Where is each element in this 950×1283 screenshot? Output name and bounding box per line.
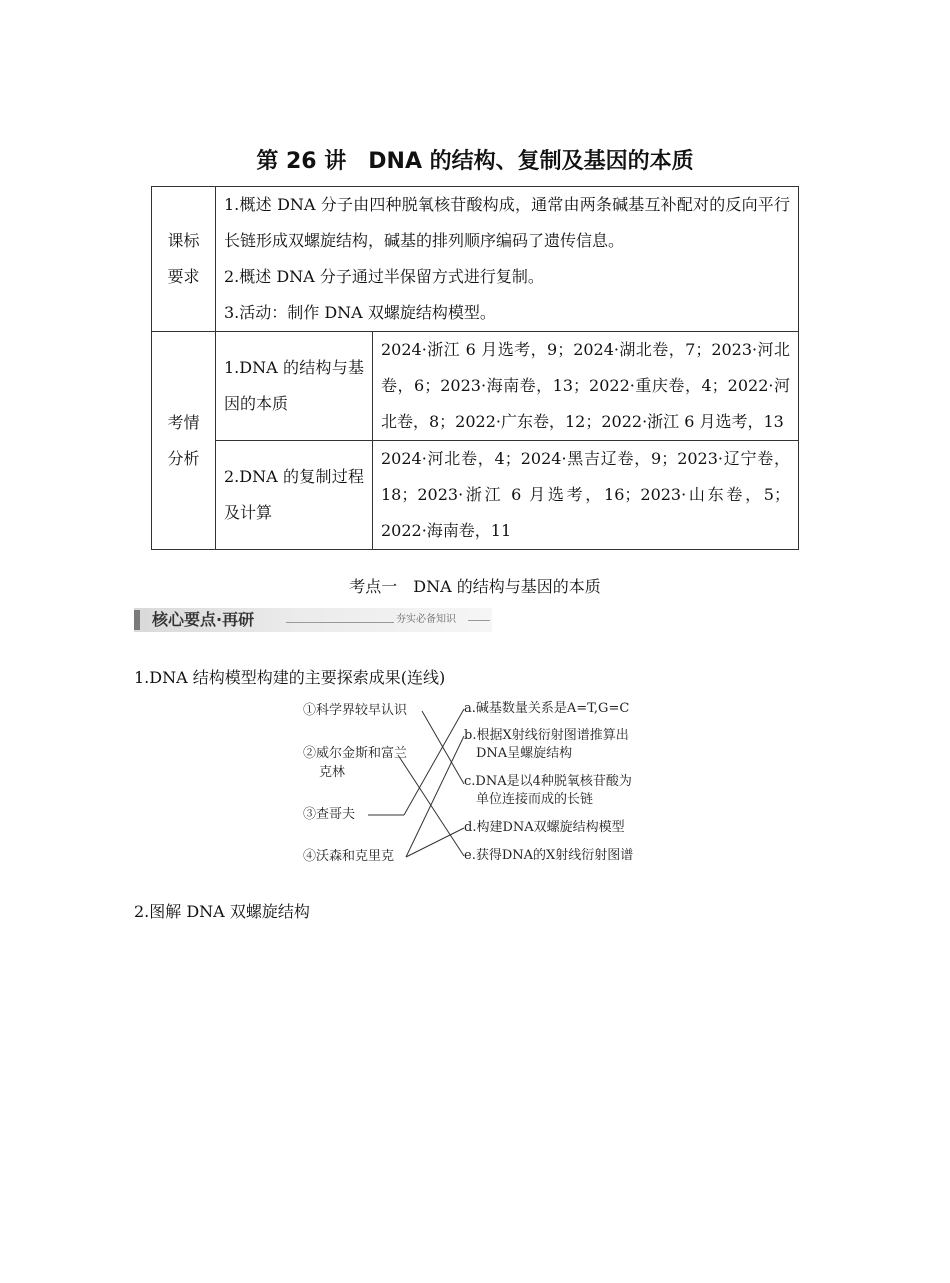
banner-divider bbox=[286, 622, 394, 623]
banner-sublabel: 夯实必备知识 bbox=[396, 614, 456, 625]
right-item-e: e.获得DNA的X射线衍射图谱 bbox=[464, 848, 634, 863]
curriculum-row bbox=[152, 187, 799, 332]
analysis-topic-1: 1.DNA 的结构与基因的本质 bbox=[216, 332, 373, 441]
banner-label: 核心要点·再研 bbox=[152, 610, 255, 629]
question-2: 2.图解 DNA 双螺旋结构 bbox=[134, 902, 310, 921]
matching-lines bbox=[300, 700, 660, 870]
right-item-b-cont: DNA呈螺旋结构 bbox=[476, 746, 573, 761]
right-item-a: a.碱基数量关系是A=T,G=C bbox=[464, 701, 630, 716]
analysis-header bbox=[152, 332, 216, 550]
curriculum-item-3: 3.活动：制作 DNA 双螺旋结构模型。 bbox=[224, 303, 496, 322]
page-title: 第 26 讲 DNA 的结构、复制及基因的本质 bbox=[256, 149, 694, 174]
left-item-1: ①科学界较早认识 bbox=[303, 703, 408, 718]
question-1: 1.DNA 结构模型构建的主要探索成果(连线) bbox=[134, 668, 446, 687]
section-title: 考点一 DNA 的结构与基因的本质 bbox=[349, 577, 601, 596]
matching-diagram bbox=[300, 700, 660, 870]
banner-bar bbox=[134, 610, 140, 630]
analysis-header-line-2: 分析 bbox=[167, 448, 200, 468]
banner-divider-tail bbox=[468, 620, 490, 621]
section-banner bbox=[134, 608, 492, 632]
analysis-topic-2: 2.DNA 的复制过程及计算 bbox=[216, 441, 373, 550]
curriculum-item-1: 1.概述 DNA 分子由四种脱氧核苷酸构成，通常由两条碱基互补配对的反向平行长链形成双螺旋结构，碱基的排列顺序编码了遗传信息。 bbox=[224, 195, 790, 250]
left-item-4: ④沃森和克里克 bbox=[303, 849, 395, 864]
right-item-c: c.DNA是以4种脱氧核苷酸为 bbox=[464, 774, 632, 789]
curriculum-item-2: 2.概述 DNA 分子通过半保留方式进行复制。 bbox=[224, 267, 544, 286]
curriculum-header bbox=[152, 187, 216, 332]
left-item-2-cont: 克林 bbox=[319, 765, 346, 780]
curriculum-content bbox=[216, 187, 799, 332]
analysis-row-1 bbox=[152, 332, 799, 441]
analysis-exams-2: 2024·河北卷，4；2024·黑吉辽卷，9；2023·辽宁卷，18；2023·浙江 6 月选考，16；2023·山东卷，5；2022·海南卷，11 bbox=[373, 441, 799, 550]
curriculum-header-line-2: 要求 bbox=[167, 267, 200, 286]
left-item-3: ③查哥夫 bbox=[303, 807, 356, 822]
right-item-c-cont: 单位连接而成的长链 bbox=[476, 792, 594, 807]
analysis-header-line-1: 考情 bbox=[167, 412, 200, 432]
right-item-d: d.构建DNA双螺旋结构模型 bbox=[464, 820, 625, 835]
analysis-row-2 bbox=[152, 441, 799, 550]
right-item-b: b.根据X射线衍射图谱推算出 bbox=[464, 728, 629, 743]
analysis-exams-1: 2024·浙江 6 月选考，9；2024·湖北卷，7；2023·河北卷，6；2023·海南卷，13；2022·重庆卷，4；2022·河北卷，8；2022·广东卷，12；2022·浙江 6 月选考，13 bbox=[373, 332, 799, 441]
curriculum-table bbox=[151, 186, 799, 550]
curriculum-header-line-1: 课标 bbox=[167, 231, 200, 250]
left-item-2: ②威尔金斯和富兰 bbox=[303, 746, 408, 761]
